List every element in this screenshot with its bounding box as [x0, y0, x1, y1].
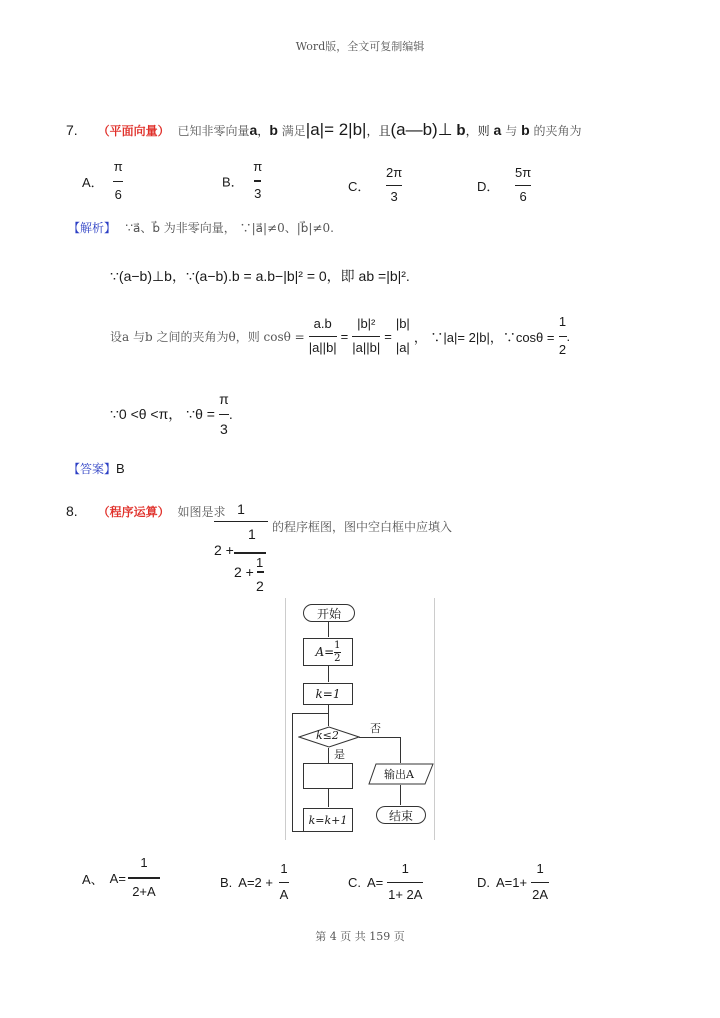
fraction-numerator: 1: [401, 860, 409, 876]
option-prefix: A=: [367, 874, 384, 890]
vector-a: a: [493, 122, 502, 138]
fraction-numerator: |b|²: [357, 315, 376, 331]
option-prefix: A=2 +: [238, 874, 273, 890]
vector-b: b: [269, 122, 278, 138]
option-d[interactable]: [477, 856, 549, 908]
option-b[interactable]: [220, 856, 289, 908]
option-b[interactable]: [222, 160, 262, 202]
analysis-text: ， ∵|a|= 2|b|，∵cosθ =: [413, 329, 555, 345]
fraction-denominator: 2A: [532, 886, 549, 902]
option-label: A、: [82, 871, 104, 887]
fraction-numerator: 1: [248, 526, 256, 542]
option-label: C.: [348, 874, 361, 890]
option-label: B．: [222, 174, 244, 190]
blank-box[interactable]: [303, 763, 353, 789]
answer-line: [68, 460, 125, 477]
fraction-denominator: 2: [256, 578, 264, 594]
stem-text: ，则: [465, 124, 490, 138]
fraction-numerator: 1: [334, 640, 341, 651]
option-c[interactable]: [348, 856, 423, 908]
fraction-denominator: 1+ 2A: [388, 886, 423, 902]
topic-tag: （程序运算）: [97, 505, 170, 519]
fraction-numerator: 2π: [386, 165, 403, 180]
condition-label: k≤2: [316, 729, 339, 742]
fraction-denominator: |a||b|: [352, 339, 381, 355]
end-node: 结束: [376, 806, 426, 824]
fraction-denominator: 6: [114, 186, 122, 202]
analysis-line-4: ∵0 <θ <π， ∵θ = $\frac{\pi}{3}$ .: [110, 391, 233, 437]
fraction-numerator: 1: [140, 855, 148, 871]
flowchart: [285, 598, 435, 840]
fraction-numerator: 1: [558, 313, 567, 329]
vector-a: a: [249, 122, 258, 138]
start-node: 开始: [303, 604, 355, 622]
option-c[interactable]: [348, 166, 402, 205]
option-prefix: A=: [109, 870, 126, 886]
fraction-denominator: |a|: [395, 339, 410, 355]
init-a-label: A=: [315, 645, 335, 659]
fraction-numerator: 5π: [515, 165, 532, 180]
analysis-text: ∵a⃗、b⃗ 为非零向量， ∵|a⃗|≠0、|b⃗|≠0.: [125, 221, 334, 235]
increment-box: k=k+1: [303, 808, 353, 832]
option-label: C．: [348, 178, 371, 194]
fraction-numerator: 1: [536, 860, 544, 876]
no-label: 否: [370, 722, 381, 735]
stem-text: 如图是求: [177, 505, 226, 519]
yes-label: 是: [334, 748, 345, 761]
condition-2: (a—b)⊥: [390, 120, 453, 139]
stem-text: 满足: [281, 124, 306, 138]
option-label: D．: [477, 178, 500, 194]
page-footer: 第 4 页 共 159 页: [315, 930, 405, 943]
fraction-denominator: |a||b|: [308, 339, 337, 355]
fraction-denominator: A: [279, 886, 289, 902]
answer-value: B: [116, 461, 125, 476]
fraction-denominator: 6: [519, 188, 527, 204]
fraction-numerator: |b|: [395, 315, 410, 331]
analysis-line-2: ∵(a−b)⊥b，∵(a−b).b = a.b−|b|² = 0，即 ab =|b|².: [110, 268, 410, 284]
option-prefix: A=1+: [496, 874, 528, 890]
option-label: D.: [477, 874, 490, 890]
fraction-denominator: 3: [254, 185, 262, 201]
option-a[interactable]: [82, 160, 123, 203]
analysis-line-3: 设a 与b 之间的夹角为θ，则 cosθ = $\frac{a.b}{|a||b|}$ = $\frac{\text{|b|²}}{|a||b|}$ = |b| |a| ， ∵|a|= 2|b|，∵cosθ = $\frac{1}{2}$ .: [110, 313, 571, 357]
option-a[interactable]: [82, 852, 160, 904]
option-d[interactable]: [477, 166, 531, 205]
fraction-numerator: 1: [280, 860, 288, 876]
stem-text: 已知非零向量: [177, 124, 250, 138]
option-label: A．: [82, 174, 104, 190]
fraction-numerator: π: [219, 391, 229, 408]
fraction-denominator: 2+A: [132, 884, 156, 899]
fraction-numerator: π: [253, 159, 263, 174]
init-k-box: k=1: [303, 683, 353, 705]
fraction-denominator: 3: [220, 420, 228, 437]
punct: ，: [257, 124, 270, 138]
fraction-denominator: 3: [390, 188, 398, 204]
stem-text: 的夹角为: [533, 124, 582, 138]
analysis-text: 设a 与b 之间的夹角为θ，则 cosθ =: [110, 329, 305, 344]
continued-fraction: [214, 500, 268, 594]
fraction-numerator: 1: [237, 501, 245, 517]
topic-tag: （平面向量）: [97, 124, 170, 138]
stem-text: 的程序框图，图中空白框中应填入: [272, 520, 453, 534]
fraction-denominator: 2: [558, 341, 567, 357]
question-number: 8.: [66, 503, 78, 519]
option-label: B.: [220, 874, 233, 890]
analysis-tag: 【解析】: [68, 221, 117, 235]
stem-text: ，且: [366, 124, 391, 138]
fraction-numerator: 1: [256, 555, 264, 570]
fraction-denominator: 2: [334, 652, 341, 664]
page-header: Word版，全文可复制编辑: [295, 40, 425, 53]
question-number: 7.: [66, 122, 78, 138]
fraction-numerator: π: [113, 159, 123, 174]
stem-text: 与: [505, 124, 518, 138]
output-label: 输出A: [384, 768, 414, 781]
condition-1: |a|= 2|b|: [305, 120, 367, 139]
question-8-number: [66, 503, 226, 520]
fraction-prefix: 2 +: [234, 564, 254, 580]
answer-tag: 【答案】: [68, 462, 117, 476]
question-7-stem: [66, 120, 582, 140]
init-a-box: [303, 638, 353, 666]
fraction-numerator: a.b: [313, 315, 332, 331]
vector-b: b: [521, 122, 530, 138]
analysis-line-1: [68, 219, 334, 236]
fraction-prefix: 2 +: [214, 542, 234, 558]
analysis-text: ∵0 <θ <π， ∵θ =: [110, 406, 215, 422]
vector-b: b: [456, 122, 466, 139]
